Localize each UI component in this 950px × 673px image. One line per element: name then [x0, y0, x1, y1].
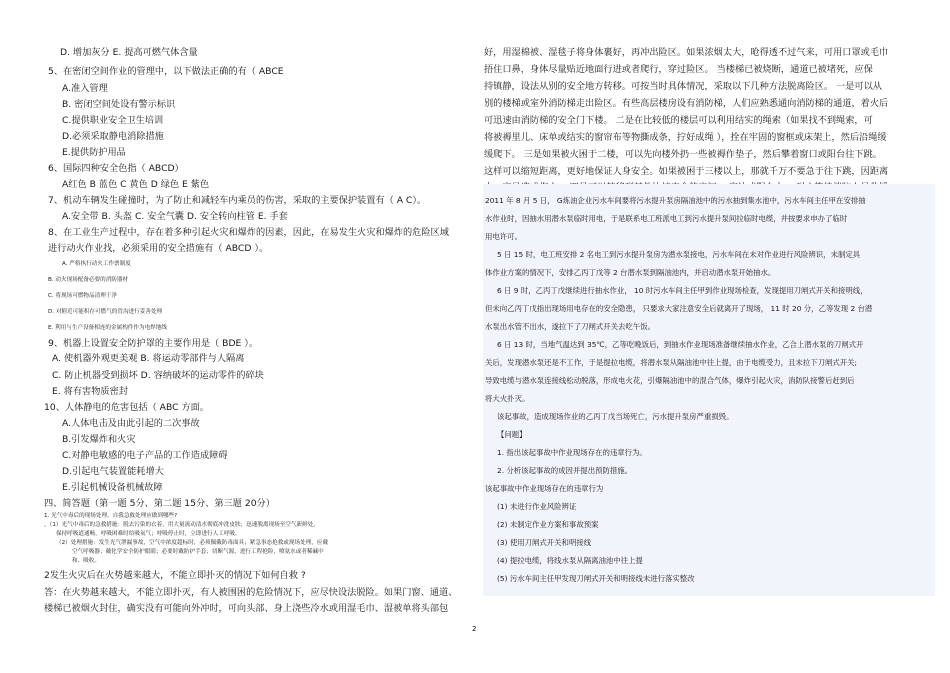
case-line13: 该起事故，造成现场作业的乙丙丁戊当场死亡，污水提升泵房严重损毁。: [497, 412, 734, 421]
short-answer-2: 2发生火灾后在火势越来越大，不能立即扑灭的情况下如何自救 ?: [44, 570, 306, 581]
case-question-2: 2. 分析该起事故的成因并提出预防措施。: [497, 466, 633, 475]
q8-option-a: A. 严格执行动火工作票制度: [62, 261, 131, 267]
short-answer-2-line2: 楼梯已被烟火封住，确实没有可能向外冲时，可向头部、身上浇些冷水或用湿毛巾、湿被单将头部包: [44, 603, 449, 614]
case-line9: 6 日 13 时，当地气温达到 35℃，乙等吃晚饭后，到抽水作业现场准备继续抽水作业，乙合上潜水泵的刀闸式开: [497, 340, 864, 349]
fire-answer-line4: 别的楼梯或室外消防梯走出险区。有些高层楼房设有消防梯，人们应熟悉通向消防梯的通道，着火后: [484, 98, 889, 109]
case-line2: 水作业时，因抽水用潜水泵临时用电，于是联系电工班派电工到污水提升泵间拉临时电缆，并按要求申办了临时: [485, 214, 848, 223]
q5-option-a: A.准入管理: [62, 83, 108, 94]
short-answer-1-line1: ，（1）光气中毒后的急救措施：脱去污染的衣着，用大量流动清水彻底冲洗皮肤；迅速脱离现场至空气新鲜处，: [44, 522, 319, 528]
question-9: 9、机器上设置安全防护罩的主要作用是（ BDE ）。: [48, 338, 259, 349]
fire-answer-line8: 这样可以缩短距离，更好地保证人身安全。如果被困于三楼以上，那就千万不要急于往下跳，因距离: [484, 166, 889, 177]
case-line6: 6 日 9 时，乙丙丁戊继续进行抽水作业， 10 时污水车间主任甲到作业现场检查，发现提用刀闸式开关和接明线，: [497, 286, 868, 295]
page-number: 2: [472, 625, 477, 633]
short-answer-1-line5: 和、吸收。: [72, 558, 100, 564]
case-line12: 将大火扑灭。: [485, 394, 530, 403]
q5-option-c: C.提供职业安全卫生培训: [62, 115, 164, 126]
q9-options-ab: A. 使机器外观更美观 B. 将运动零部件与人隔离: [52, 353, 245, 364]
question-6: 6、国际四种安全色指（ ABCD）: [48, 163, 184, 174]
fire-answer-line1: 好，用湿棉被、湿毯子将身体裹好，再冲出险区。如果浓烟太大，呛得透不过气来，可用口罩或毛巾: [484, 47, 889, 58]
case-answer-1: (1) 未进行作业风险辨证: [497, 502, 577, 511]
q10-option-b: B.引发爆炸和火灾: [62, 434, 136, 445]
short-answer-2-line1: 答：在火势越来越大，不能立即扑灭，有人被围困的危险情况下，应尽快设法脱险。如果门窗、通道、: [44, 587, 458, 598]
q5-option-d: D.必须采取静电消除措施: [62, 131, 164, 142]
case-answer-2: (2) 未制定作业方案和事故预案: [497, 520, 599, 529]
short-answer-1: 1. 光气中毒后的现场处理、自我急救处理应做到哪些?: [44, 513, 178, 519]
short-answer-1-line3: （2）处理措施：发生光气泄漏事故，空气中浓度超标时，必须佩戴防毒面具；紧急事态抢救或现场处理，应戴: [56, 540, 329, 546]
case-answer-4: (4) 提拉电缆，将线水泵从隔离油池中往上提: [497, 556, 643, 565]
question-5: 5、在密闭空间作业的管理中，以下做法正确的有（ ABCE: [48, 66, 284, 77]
q10-option-c: C.对静电敏感的电子产品的工作造成障碍: [62, 450, 228, 461]
case-line5: 体作业方案的情况下，安排乙丙丁戊等 2 台潜水泵到隔油池内，并启动潜水泵开始抽水。: [485, 268, 776, 277]
q5-option-b: B. 密闭空间处设有警示标识: [62, 99, 176, 110]
case-line11: 导致电缆与潜水泵连接线松动脱落，形成电火花，引爆隔油池中的混合气体，爆炸引起火灾，消防队接警后赶到后: [485, 376, 855, 385]
q5-option-e: E.提供防护用品: [62, 147, 126, 158]
q9-options-cd: C. 防止机器受到损坏 D. 容纳破坏的运动零件的碎块: [52, 370, 264, 381]
case-study-panel: [483, 184, 935, 596]
q7-options: A.安全带 B. 头盔 C. 安全气囊 D. 安全转向柱管 E. 手套: [62, 211, 288, 222]
question-7: 7、机动车辆发生碰撞时，为了防止和减轻车内乘员的伤害，采取的主要保护装置有（ A C）。: [48, 195, 427, 206]
short-answer-1-line4: 空气呼吸器；戴化学安全防护眼睛；必要时戴防护手套；切断气源，进行工程抢险，喷氨水或者稀碱中: [72, 549, 324, 555]
question-10: 10、人体静电的危害包括（ ABC 方面。: [44, 402, 209, 413]
case-answer-5: (5) 污水车间主任甲发现刀闸式开关和明接线未进行落实整改: [497, 574, 695, 583]
fire-answer-line5: 可迅速由消防梯的安全门下楼。 二是在比较低的楼层可以利用结实的绳索（如果找不到绳索，可: [484, 115, 873, 126]
case-line4: 5 日 15 时，电工班安排 2 名电工到污水提升泵房为潜水泵接电，污水车间在未对作业进行风险辨识，未制定具: [497, 250, 861, 259]
q9-option-e: E. 将有害物质密封: [52, 386, 128, 397]
case-line10: 关后，发现潜水泵还是不工作，于是提拉电缆，将潜水泵从隔油池中往上提，由于电缆受力，且未拉下刀闸式开关;: [485, 358, 858, 367]
case-line3: 用电许可。: [485, 232, 522, 241]
q8-option-e: E. 利用与生产设备相连的金属构件作为电焊地线: [48, 325, 167, 331]
q8-option-d: D. 对附近可能积存可燃气的管沟进行妥善处理: [48, 309, 163, 315]
question-8-cont: 进行动火作业找，必须采用的安全措施有（ ABCD ）。: [48, 243, 269, 254]
question-8: 8、在工业生产过程中，存在着多种引起火灾和爆炸的因素，因此，在易发生火灾和爆炸的危险区域: [48, 227, 449, 238]
q8-option-c: C. 将现场可燃物品清理干净: [48, 293, 117, 299]
case-questions-heading: 【问题】: [497, 430, 527, 439]
case-line8: 水泵出水管不出水，遂拉下了刀闸式开关去吃午饭。: [485, 322, 655, 331]
case-answer-heading: 该起事故中作业现场存在的违章行为: [485, 484, 604, 493]
case-line1: 2011 年 8 月 5 日， G炼油企业污水车间要将污水提升泵房隔油池中的污水抽到集水池中，污水车间主任甲在安排抽: [485, 196, 866, 205]
short-answer-1-line2: 保持呼吸道通畅，呼吸困难时给吸氧气；呼吸停止时，立即进行人工呼吸。: [56, 531, 241, 537]
fire-answer-line2: 捂住口鼻，身体尽量贴近地面行进或者爬行，穿过险区。 当楼梯已被烧断，通道已被堵死，应保: [484, 64, 873, 75]
fire-answer-line6: 将被褥里儿、床单或结实的窗帘布等物撕成条，拧好成绳 ），拴在牢固的窗框或床架上，然后沿绳缓: [484, 132, 887, 143]
q10-option-a: A.人体电击及由此引起的二次事故: [62, 418, 200, 429]
case-line7: 但未向乙丙丁戊指出现场用电存在的安全隐患， 只要求大家注意安全后就离开了现场， 11 时 20 分，乙等发现 2 台潜: [485, 304, 873, 313]
q10-option-d: D.引起电气装置能耗增大: [62, 466, 164, 477]
q8-option-b: B. 动火现场配备必要的消防器材: [48, 277, 129, 283]
section-4-heading: 四、简答题（第一题 5分、第二题 15分、第三题 20分）: [44, 498, 275, 509]
fire-answer-line7: 缓爬下。 三是如果被火困于二楼，可以先向楼外扔一些被褥作垫子，然后攀着窗口或阳台往下跳。: [484, 149, 882, 160]
case-question-1: 1. 指出该起事故中作业现场存在的违章行为。: [497, 448, 647, 457]
q10-option-e: E.引起机械设备机械故障: [62, 482, 163, 493]
q6-options: A红色 B 蓝色 C 黄色 D 绿色 E 紫色: [62, 179, 210, 190]
q4-option-de: D. 增加灰分 E. 提高可燃气体含量: [60, 47, 198, 58]
case-answer-3: (3) 使用刀闸式开关和明接线: [497, 538, 592, 547]
fire-answer-line3: 持镇静，设法从别的安全地方转移。可按当时具体情况，采取以下几种方法脱离险区。 一是可以从: [484, 81, 882, 92]
